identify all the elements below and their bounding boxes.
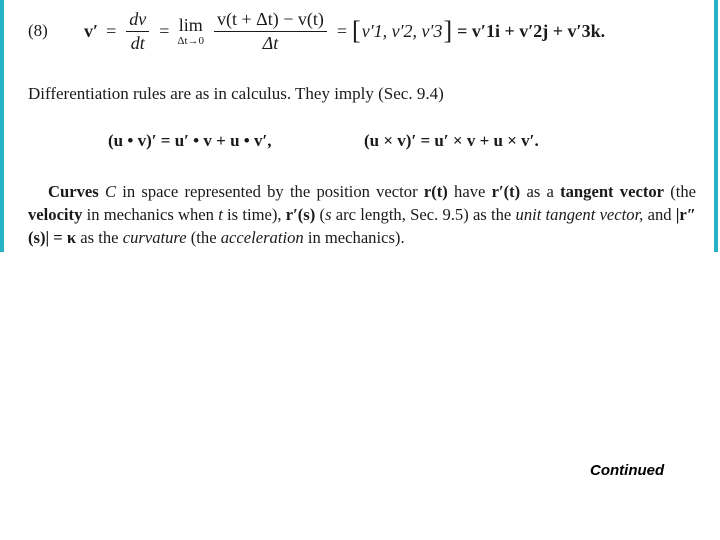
term-acceleration: acceleration [220,228,304,247]
para-text: in space represented by the position vector [122,182,418,201]
para-text: arc length, Sec. 9.5) as the [335,205,512,224]
eq-limit [177,16,204,47]
dot-product-rule: (u • v)′ = u′ • v + u • v′, [108,131,272,150]
equation-number: (8) [28,21,48,40]
continued-label: Continued [590,462,665,479]
eq-diff-numerator: v(t + Δt) − v(t) [214,9,327,32]
eq-lim-subscript: Δt→0 [177,34,205,47]
symbol-r-t: r(t) [423,182,448,201]
slide-content [0,0,720,252]
para-text: ( [319,205,326,224]
term-velocity: velocity [28,205,83,224]
curvature-expression: |r″(s)| = κ [28,205,696,247]
para-text: (the [190,228,217,247]
para-text: as the [80,228,119,247]
eq-equals-2: = [159,20,170,41]
eq-equals-3: = [336,20,348,41]
para-text: have [454,182,486,201]
para-text: is time), [227,205,282,224]
eq-bracket-close: ] [443,16,453,45]
para-text: and [647,205,672,224]
symbol-r-prime-s: r′(s) [285,205,316,224]
eq-bracket-open: [ [352,16,361,45]
eq-lim-word: lim [178,14,203,35]
eq-equals-1: = [106,20,117,41]
eq-diff-denominator: Δt [262,32,279,53]
symbol-s: s [325,205,332,224]
cross-product-rule: (u × v)′ = u′ × v + u × v′. [364,131,539,150]
term-unit-tangent-vector: unit tangent vector, [515,205,644,224]
curves-paragraph [28,180,696,249]
rules-intro-text: Differentiation rules are as in calculus. They imply (Sec. 9.4) [28,84,444,103]
symbol-t: t [218,205,223,224]
para-text: in mechanics when [86,205,214,224]
equation-derivative-definition [80,4,609,58]
symbol-r-prime-t: r′(t) [491,182,521,201]
eq-frac-numerator: dv [126,9,149,32]
term-curves: Curves [48,182,99,201]
eq-fraction-dv-dt [126,9,149,53]
eq-difference-quotient [214,9,327,53]
term-tangent-vector: tangent vector [560,182,665,201]
eq-components: v′1, v′2, v′3 [361,20,443,41]
symbol-c: C [104,182,117,201]
eq-frac-denominator: dt [130,32,145,53]
para-text: as a [526,182,554,201]
eq-rhs: = v′1i + v′2j + v′3k. [457,20,606,41]
term-curvature: curvature [122,228,187,247]
para-text: (the [670,182,697,201]
eq-lhs: v′ [84,20,99,41]
para-text: in mechanics). [307,228,405,247]
